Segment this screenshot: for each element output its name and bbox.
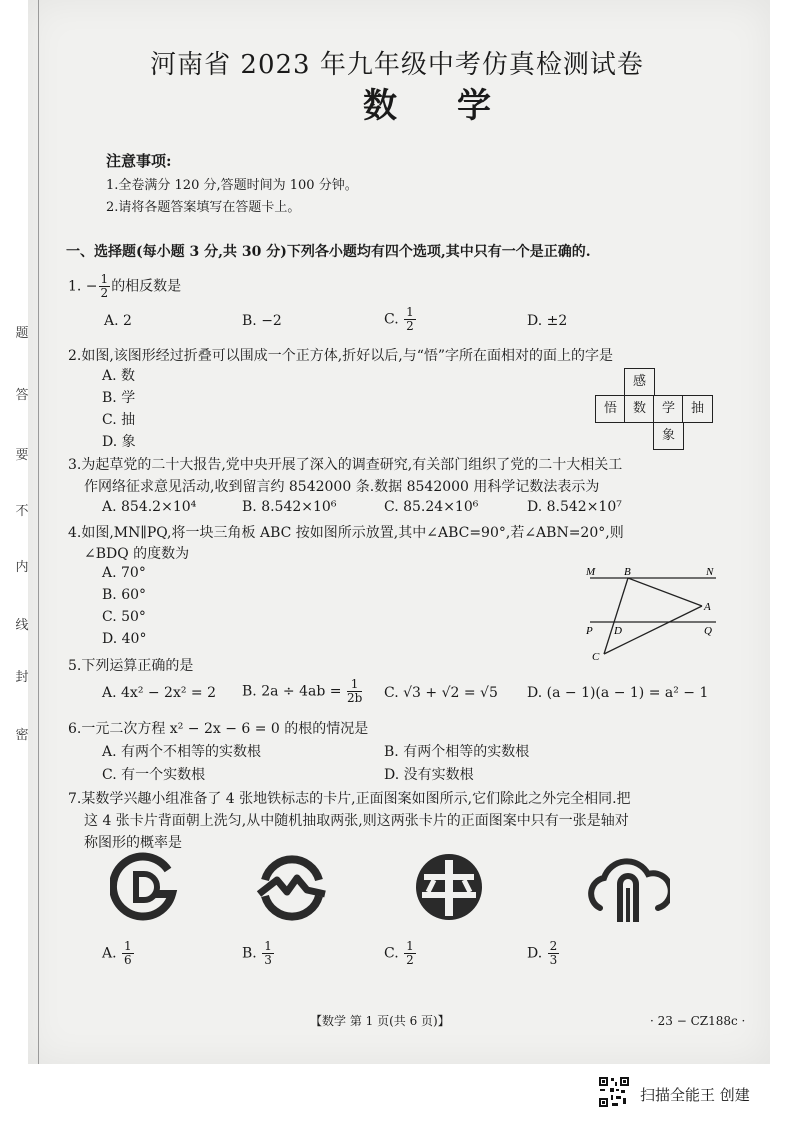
q6-option-b: B. 有两个相等的实数根 (384, 744, 530, 760)
page-footer: 【数学 第 1 页(共 6 页)】 (310, 1014, 450, 1028)
question-4-line1: 4.如图,MN∥PQ,将一块三角板 ABC 按如图所示放置,其中∠ABC=90°,若∠ABN=20°,则 (68, 525, 624, 541)
exam-title: 河南省 2023 年九年级中考仿真检测试卷 (150, 50, 644, 80)
q2-option-a: A. 数 (102, 368, 136, 384)
q4-option-d: D. 40° (102, 631, 147, 647)
q1-option-c-den: 2 (406, 319, 414, 333)
q7-option-d (527, 940, 560, 967)
q7-option-b (242, 940, 275, 967)
question-7-line3: 称图形的概率是 (84, 835, 182, 851)
q7-option-c-num: 1 (406, 939, 414, 953)
binding-line (38, 0, 39, 1064)
q7-option-b-fraction (262, 940, 274, 967)
question-6: 6.一元二次方程 x² − 2x − 6 = 0 的根的情况是 (68, 721, 369, 737)
label-d: D (614, 625, 622, 637)
question-5: 5.下列运算正确的是 (68, 658, 194, 674)
net-cell: 抽 (682, 395, 713, 423)
q1-fraction (99, 273, 111, 300)
q7-option-a-num: 1 (124, 939, 132, 953)
q5-option-b (242, 678, 363, 705)
label-q: Q (704, 625, 712, 637)
q1-suffix: 的相反数是 (111, 278, 182, 295)
question-4-line2: ∠BDQ 的度数为 (84, 546, 190, 562)
metro-logo-4-icon (586, 852, 670, 926)
binding-char: 不 (15, 504, 29, 519)
q7-option-c-den: 2 (406, 953, 414, 967)
label-p: P (586, 625, 593, 637)
exam-code: · 23 − CZ188c · (650, 1014, 746, 1028)
label-m: M (586, 566, 596, 578)
label-b: B (624, 566, 631, 578)
q5-option-b-den: 2b (346, 691, 363, 705)
q2-option-c: C. 抽 (102, 412, 136, 428)
question-3-line1: 3.为起草党的二十大报告,党中央开展了深入的调查研究,有关部门组织了党的二十大相关工 (68, 457, 623, 473)
net-cell: 象 (653, 422, 684, 450)
binding-char: 密 (15, 728, 29, 743)
side-ba (628, 578, 702, 606)
q7-option-d-fraction (548, 940, 560, 967)
q2-option-d: D. 象 (102, 434, 136, 450)
q7-option-a-label: A. (102, 945, 117, 962)
net-cell: 学 (653, 395, 684, 423)
notice-item: 2.请将各题答案填写在答题卡上。 (106, 200, 301, 215)
q7-option-d-label: D. (527, 945, 543, 962)
q1-option-a: A. 2 (104, 313, 132, 329)
q7-option-d-num: 2 (549, 939, 558, 953)
q1-option-b: B. −2 (242, 313, 282, 329)
q7-option-a (102, 940, 135, 967)
q4-option-a: A. 70° (102, 565, 146, 581)
q1-option-c (384, 306, 417, 333)
q1-option-c-num: 1 (406, 305, 414, 319)
net-cell: 悟 (595, 395, 626, 423)
q7-option-a-den: 6 (124, 953, 132, 967)
section-heading: 一、选择题(每小题 3 分,共 30 分)下列各小题均有四个选项,其中只有一个是正确的. (66, 244, 591, 260)
q4-option-b: B. 60° (102, 587, 147, 603)
q3-option-c: C. 85.24×10⁶ (384, 499, 479, 515)
q1-frac-den: 2 (100, 286, 109, 300)
q7-option-d-den: 3 (549, 953, 558, 967)
metro-logo-2-icon (255, 850, 329, 924)
question-7-line1: 7.某数学兴趣小组准备了 4 张地铁标志的卡片,正面图案如图所示,它们除此之外完全相同.把 (68, 791, 631, 807)
parallel-lines-triangle-figure (580, 562, 720, 664)
question-3-line2: 作网络征求意见活动,收到留言约 8542000 条.数据 8542000 用科学记数法表示为 (84, 479, 600, 495)
q1-frac-num: 1 (100, 272, 109, 286)
metro-logo-3-icon (414, 852, 484, 922)
q5-option-c: C. √3 + √2 = √5 (384, 685, 498, 701)
q7-option-b-den: 3 (264, 953, 272, 967)
q7-option-b-num: 1 (264, 939, 272, 953)
q7-option-c-fraction (404, 940, 416, 967)
binding-char: 内 (15, 560, 29, 575)
binding-char: 要 (15, 448, 29, 463)
q6-option-a: A. 有两个不相等的实数根 (102, 744, 262, 760)
label-a: A (704, 601, 711, 613)
q5-option-b-num: 1 (347, 678, 362, 692)
q6-option-c: C. 有一个实数根 (102, 767, 206, 783)
q5-option-d: D. (a − 1)(a − 1) = a² − 1 (527, 685, 709, 701)
qr-code-icon (598, 1076, 630, 1108)
q3-option-b: B. 8.542×10⁶ (242, 499, 337, 515)
binding-char: 答 (15, 388, 29, 403)
label-n: N (706, 566, 714, 578)
q3-option-a: A. 854.2×10⁴ (102, 499, 197, 515)
q7-option-a-fraction (122, 940, 134, 967)
notice-item: 1.全卷满分 120 分,答题时间为 100 分钟。 (106, 178, 358, 193)
q2-option-b: B. 学 (102, 390, 136, 406)
q1-option-c-label: C. (384, 311, 399, 328)
q7-option-b-label: B. (242, 945, 257, 962)
q1-option-d: D. ±2 (527, 313, 568, 329)
q6-option-d: D. 没有实数根 (384, 767, 474, 783)
side-bc (604, 578, 628, 654)
subject-title: 数学 (363, 86, 551, 126)
binding-char: 线 (15, 618, 29, 633)
question-7-line2: 这 4 张卡片背面朝上洗匀,从中随机抽取两张,则这两张卡片的正面图案中只有一张是轴对 (84, 813, 629, 829)
q5-option-b-prefix: B. 2a ÷ 4ab = (242, 683, 342, 700)
q1-prefix: 1. − (68, 278, 98, 295)
q5-option-b-fraction (347, 678, 362, 705)
binding-char: 封 (15, 670, 29, 685)
q5-option-a: A. 4x² − 2x² = 2 (102, 685, 217, 701)
net-cell: 感 (624, 368, 655, 396)
scanner-watermark: 扫描全能王 创建 (640, 1086, 750, 1104)
q3-option-d: D. 8.542×10⁷ (527, 499, 622, 515)
q4-option-c: C. 50° (102, 609, 146, 625)
q1-option-c-fraction (404, 306, 416, 333)
notice-heading: 注意事项: (106, 152, 172, 170)
label-c: C (592, 651, 600, 663)
metro-logo-1-icon (110, 852, 180, 922)
binding-char: 题 (15, 326, 29, 341)
q7-option-c (384, 940, 417, 967)
question-2: 2.如图,该图形经过折叠可以围成一个正方体,折好以后,与“悟”字所在面相对的面上的字是 (68, 348, 614, 364)
q7-option-c-label: C. (384, 945, 399, 962)
question-1 (68, 273, 181, 300)
net-cell: 数 (624, 395, 655, 423)
